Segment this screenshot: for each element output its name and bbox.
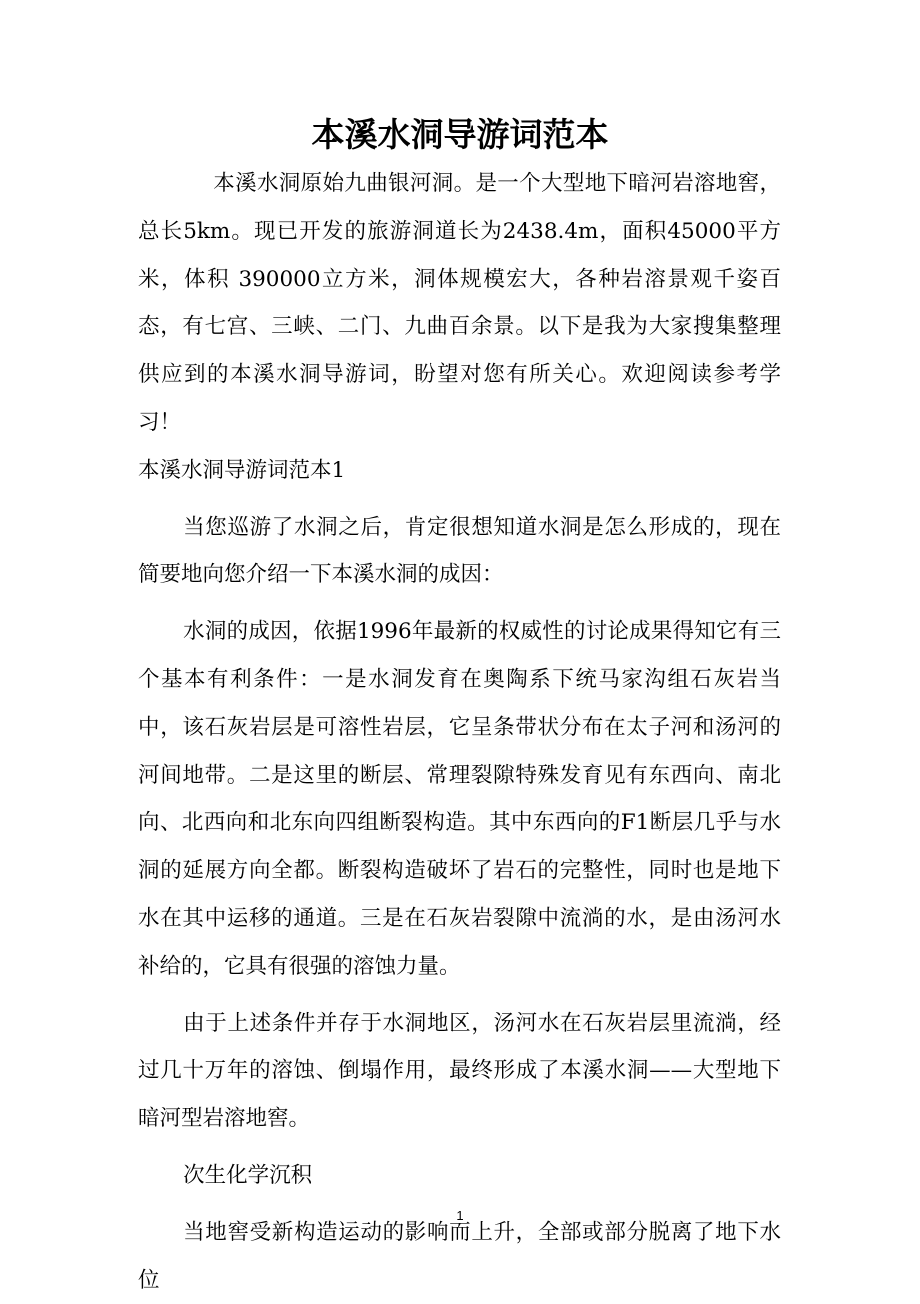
body-paragraph: 水洞的成因，依据1996年最新的权威性的讨论成果得知它有三个基本有利条件：一是水洞发育在奥陶系下统马家沟组石灰岩当中，该石灰岩层是可溶性岩层，它呈条带状分布在太子河和汤河的河间地带。二是这里的断层、常理裂隙特殊发育见有东西向、南北向、北西向和北东向四组断裂构造。其中东西向的F1断层几乎与水洞的延展方向全都。断裂构造破坏了岩石的完整性，同时也是地下水在其中运移的通道。三是在石灰岩裂隙中流淌的水，是由汤河水补给的，它具有很强的溶蚀力量。 bbox=[138, 619, 781, 979]
body-paragraph: 当地窖受新构造运动的影响而上升，全部或部分脱离了地下水位 bbox=[138, 1219, 781, 1293]
document-title: 本溪水洞导游词范本 bbox=[311, 115, 609, 154]
document-body bbox=[138, 160, 781, 1304]
intro-paragraph: 本溪水洞原始九曲银河洞。是一个大型地下暗河岩溶地窖，总长5km。现已开发的旅游洞道长为2438.4m，面积45000平方米，体积 390000立方米，洞体规模宏大，各种岩溶景观千姿百态，有七宫、三峡、二门、九曲百余景。以下是我为大家搜集整理供应到的本溪水洞导游词，盼望对您有所关心。欢迎阅读参考学习！ bbox=[138, 171, 781, 435]
subsection-heading: 次生化学沉积 bbox=[183, 1162, 313, 1188]
page-number: 1 bbox=[456, 1208, 464, 1223]
body-paragraph: 由于上述条件并存于水洞地区，汤河水在石灰岩层里流淌，经过几十万年的溶蚀、倒塌作用，最终形成了本溪水洞——大型地下暗河型岩溶地窖。 bbox=[138, 1010, 781, 1132]
body-paragraph: 当您巡游了水洞之后，肯定很想知道水洞是怎么形成的，现在简要地向您介绍一下本溪水洞的成因： bbox=[138, 514, 781, 588]
section-heading: 本溪水洞导游词范本1 bbox=[138, 457, 346, 483]
